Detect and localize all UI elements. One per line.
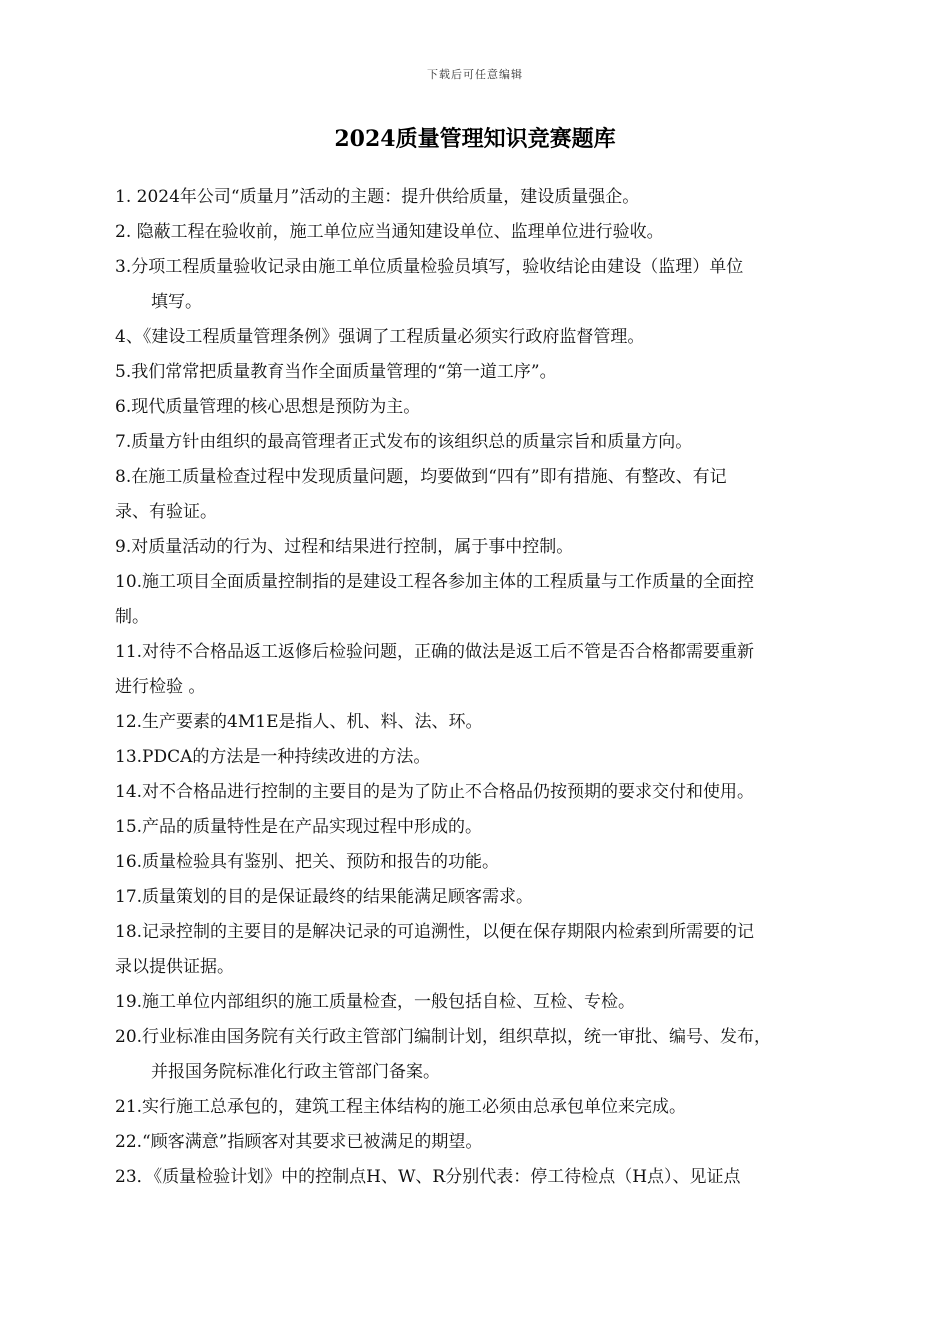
item-text: 9.对质量活动的行为、过程和结果进行控制，属于事中控制。 <box>115 537 574 557</box>
list-item <box>115 985 855 1020</box>
item-text: 15.产品的质量特性是在产品实现过程中形成的。 <box>115 817 483 837</box>
list-item <box>115 845 855 880</box>
item-text: 18.记录控制的主要目的是解决记录的可追溯性，以便在保存期限内检索到所需要的记 <box>115 922 755 942</box>
item-text: 12.生产要素的4M1E是指人、机、料、法、环。 <box>115 712 483 732</box>
item-text: 5.我们常常把质量教育当作全面质量管理的“第一道工序”。 <box>115 362 557 382</box>
list-item <box>115 180 855 215</box>
item-text: 20.行业标准由国务院有关行政主管部门编制计划，组织草拟，统一审批、编号、发布， <box>115 1027 772 1047</box>
item-text: 17.质量策划的目的是保证最终的结果能满足顾客需求。 <box>115 887 534 907</box>
item-text: 6.现代质量管理的核心思想是预防为主。 <box>115 397 421 417</box>
item-text: 21.实行施工总承包的，建筑工程主体结构的施工必须由总承包单位来完成。 <box>115 1097 687 1117</box>
list-item <box>115 250 855 320</box>
list-item <box>115 530 855 565</box>
item-text: 1. 2024年公司“质量月”活动的主题：提升供给质量，建设质量强企。 <box>115 187 640 207</box>
list-item <box>115 915 855 985</box>
list-item <box>115 565 855 635</box>
list-item <box>115 1020 855 1090</box>
list-item <box>115 635 855 705</box>
list-item <box>115 460 855 530</box>
document-title: 2024质量管理知识竞赛题库 <box>334 126 616 152</box>
item-text: 8.在施工质量检查过程中发现质量问题，均要做到“四有”即有措施、有整改、有记 <box>115 467 727 487</box>
item-continuation: 制。 <box>115 607 149 627</box>
question-list <box>115 180 855 1195</box>
item-text: 22.“顾客满意”指顾客对其要求已被满足的期望。 <box>115 1132 483 1152</box>
list-item <box>115 355 855 390</box>
list-item <box>115 810 855 845</box>
list-item <box>115 705 855 740</box>
item-text: 14.对不合格品进行控制的主要目的是为了防止不合格品仍按预期的要求交付和使用。 <box>115 782 755 802</box>
item-text: 4、《建设工程质量管理条例》强调了工程质量必须实行政府监督管理。 <box>115 327 645 347</box>
list-item <box>115 1090 855 1125</box>
list-item <box>115 1125 855 1160</box>
list-item <box>115 215 855 250</box>
item-continuation: 录、有验证。 <box>115 502 217 522</box>
item-continuation: 进行检验 。 <box>115 677 206 697</box>
list-item <box>115 425 855 460</box>
item-text: 13.PDCA的方法是一种持续改进的方法。 <box>115 747 431 767</box>
item-continuation: 录以提供证据。 <box>115 957 234 977</box>
item-text: 11.对待不合格品返工返修后检验问题，正确的做法是返工后不管是否合格都需要重新 <box>115 642 755 662</box>
header-note: 下载后可任意编辑 <box>427 68 523 81</box>
list-item <box>115 880 855 915</box>
item-text: 3.分项工程质量验收记录由施工单位质量检验员填写，验收结论由建设（监理）单位 <box>115 257 744 277</box>
item-continuation: 填写。 <box>151 292 202 312</box>
list-item <box>115 1160 855 1195</box>
item-text: 16.质量检验具有鉴别、把关、预防和报告的功能。 <box>115 852 500 872</box>
item-text: 23．《质量检验计划》中的控制点H、W、R分别代表：停工待检点（H点）、见证点 <box>115 1167 741 1187</box>
item-text: 7.质量方针由组织的最高管理者正式发布的该组织总的质量宗旨和质量方向。 <box>115 432 693 452</box>
item-text: 10.施工项目全面质量控制指的是建设工程各参加主体的工程质量与工作质量的全面控 <box>115 572 755 592</box>
item-text: 19.施工单位内部组织的施工质量检查，一般包括自检、互检、专检。 <box>115 992 636 1012</box>
list-item <box>115 740 855 775</box>
item-continuation: 并报国务院标准化行政主管部门备案。 <box>151 1062 440 1082</box>
list-item <box>115 320 855 355</box>
item-text: 2. 隐蔽工程在验收前，施工单位应当通知建设单位、监理单位进行验收。 <box>115 222 664 242</box>
list-item <box>115 390 855 425</box>
list-item <box>115 775 855 810</box>
